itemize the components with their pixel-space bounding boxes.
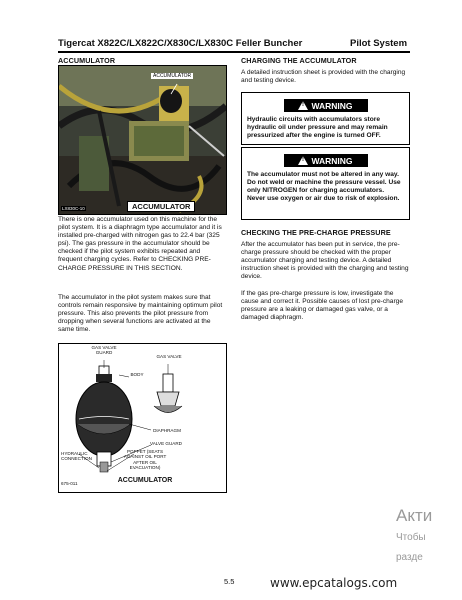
header-divider — [58, 51, 410, 53]
photo-id: LX830C-10 — [62, 206, 85, 211]
document-title: Tigercat X822C/LX822C/X830C/LX830C Feller Buncher — [58, 38, 303, 49]
body-label: BODY — [130, 372, 144, 377]
activation-overlay-line2: Чтобы — [396, 532, 426, 543]
charging-heading: CHARGING THE ACCUMULATOR — [241, 56, 357, 65]
accumulator-diagram — [58, 343, 227, 493]
valve-guard-label: VALVE GUARD — [150, 441, 182, 446]
diaphragm-label: DIAPHRAGM — [153, 428, 181, 433]
hydraulic-connection-label: HYDRAULIC CONNECTION — [61, 451, 92, 462]
warning-banner — [284, 154, 368, 167]
warning-triangle-icon — [298, 156, 308, 165]
engine-bay-photo-illustration — [59, 66, 226, 214]
warning-label: WARNING — [311, 100, 353, 111]
checking-text-2: If the gas pre-charge pressure is low, investigate the cause and correct it. Possible causes of lost pre-charge pressure are a leaking or damaged gas valve, or a damaged diaphragm. — [241, 290, 403, 322]
site-watermark: www.epcatalogs.com — [270, 576, 398, 590]
accumulator-photo — [58, 65, 227, 215]
diagram-id: 675-011 — [61, 481, 78, 486]
accumulator-heading: ACCUMULATOR — [58, 56, 116, 65]
charging-text: A detailed instruction sheet is provided with the charging and testing device. — [241, 69, 406, 85]
warning-label: WARNING — [311, 155, 353, 166]
warning-banner — [284, 99, 368, 112]
accumulator-description: There is one accumulator used on this machine for the pilot system. It is a diaphragm type accumulator and it is installed pre-charged with nitrogen gas to 22.4 bar (325 psi). The gas pressure in the accumulator should be checked if the pilot system exhibits repeated and frequent charging cycles. Refer to CHECKING PRE-CHARGE PRESSURE IN THIS SECTION. — [58, 216, 222, 272]
warning-box-pressure — [241, 92, 410, 145]
warning-text-alteration: The accumulator must not be altered in any way. Do not weld or machine the pressure vessel. Use only NITROGEN for charging accumulators. Never use oxygen or air due to risk of explosion. — [247, 171, 401, 202]
gas-valve-guard-label: GAS VALVE GUARD — [91, 345, 117, 356]
checking-text-1: After the accumulator has been put in service, the pre-charge pressure should be checked with the proper accumulator charging and testing device. A detailed instruction sheet is provided with the charging and testing device. — [241, 241, 409, 281]
warning-triangle-icon — [298, 101, 308, 110]
warning-text-pressure: Hydraulic circuits with accumulators store hydraulic oil under pressure and may remain pressurized after the engine is turned OFF. — [247, 116, 388, 139]
photo-badge-label: ACCUMULATOR — [127, 201, 195, 212]
diagram-caption: ACCUMULATOR — [117, 477, 173, 484]
page-number: 5.5 — [224, 577, 235, 586]
activation-overlay-line3: разде — [396, 552, 423, 563]
warning-box-alteration — [241, 147, 410, 220]
section-title: Pilot System — [350, 38, 408, 49]
poppet-label: POPPET (SEATS AGAINST OIL PORT AFTER OIL EVACUATION) — [123, 449, 167, 471]
photo-callout-label: ACCUMULATOR — [153, 73, 192, 79]
gas-valve-label: GAS VALVE — [156, 354, 182, 359]
activation-overlay-line1: Акти — [396, 506, 433, 525]
accumulator-purpose: The accumulator in the pilot system makes sure that controls remain responsive by maintaining optimum pilot pressure. This also prevents the pilot pressure from dropping when several functions are activated at the same time. — [58, 294, 223, 334]
checking-heading: CHECKING THE PRE-CHARGE PRESSURE — [241, 228, 391, 237]
